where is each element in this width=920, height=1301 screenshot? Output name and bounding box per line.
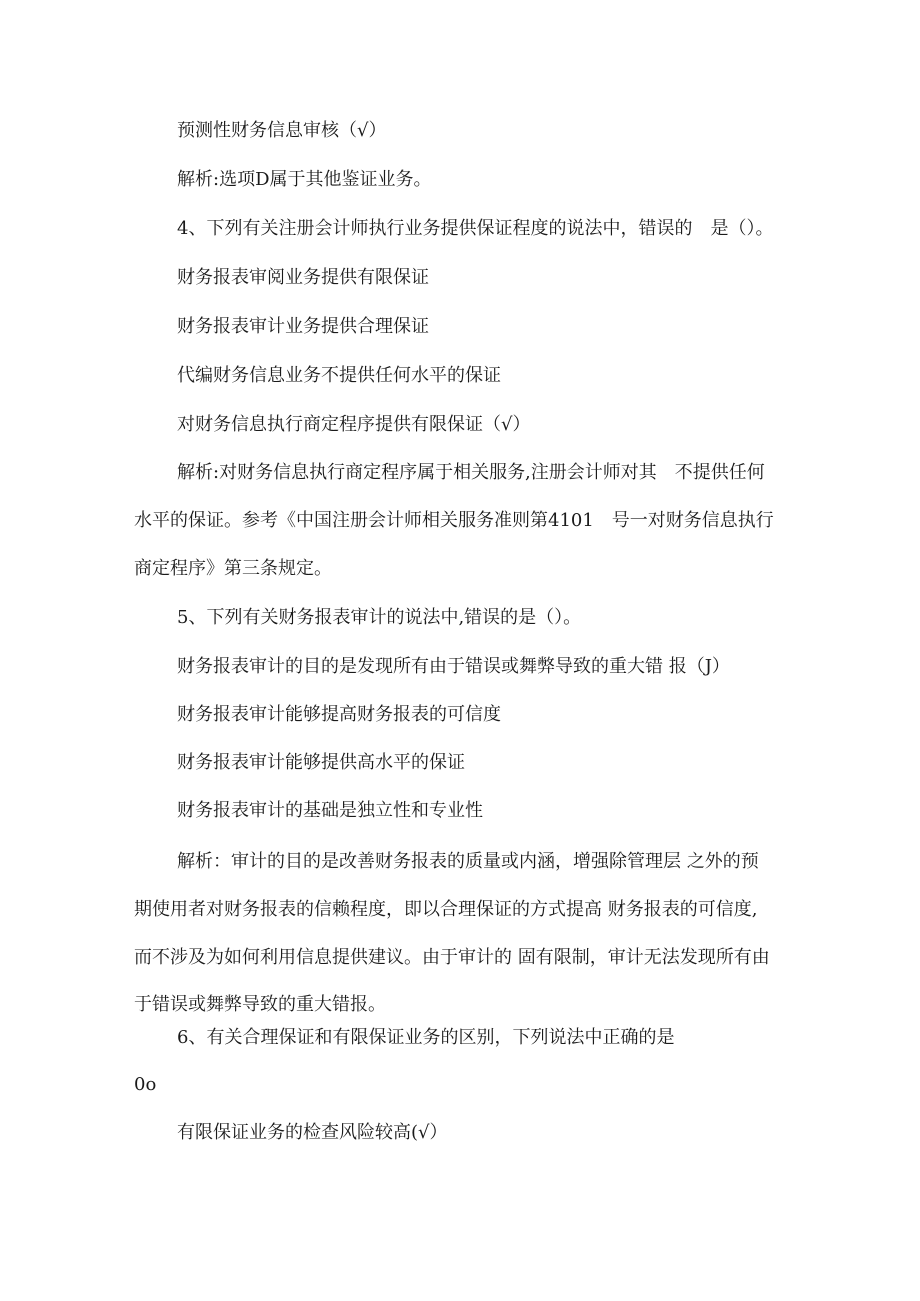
option-d: 财务报表审计的基础是独立性和专业性 <box>177 800 483 821</box>
option-b: 财务报表审计能够提高财务报表的可信度 <box>177 704 501 725</box>
question-6: 6、有关合理保证和有限保证业务的区别，下列说法中正确的是 <box>177 1027 675 1048</box>
option-c: 财务报表审计能够提供高水平的保证 <box>177 752 465 773</box>
analysis-text: 于错误或舞弊导致的重大错报。 <box>134 994 386 1015</box>
option-a: 有限保证业务的检查风险较高(√） <box>177 1122 448 1143</box>
question-4: 4、下列有关注册会计师执行业务提供保证程度的说法中，错误的 是（）。 <box>177 218 774 239</box>
analysis-text: 期使用者对财务报表的信赖程度，即以合理保证的方式提高 财务报表的可信度, <box>134 899 758 920</box>
option-a: 财务报表审计的目的是发现所有由于错误或舞弊导致的重大错 报（J） <box>177 656 730 677</box>
option-c: 代编财务信息业务不提供任何水平的保证 <box>177 365 501 386</box>
question-6-continuation: 0o <box>134 1074 157 1095</box>
analysis-text: 解析:选项D属于其他鉴证业务。 <box>177 169 432 190</box>
analysis-text: 而不涉及为如何利用信息提供建议。由于审计的 固有限制，审计无法发现所有由 <box>134 947 770 968</box>
option-b: 财务报表审计业务提供合理保证 <box>177 316 429 337</box>
option-d: 对财务信息执行商定程序提供有限保证（√） <box>177 414 531 435</box>
option-text: 预测性财务信息审核（√） <box>177 120 387 141</box>
analysis-text: 解析:对财务信息执行商定程序属于相关服务,注册会计师对其 不提供任何 <box>177 462 765 483</box>
option-a: 财务报表审阅业务提供有限保证 <box>177 267 429 288</box>
analysis-text: 商定程序》第三条规定。 <box>134 558 332 579</box>
analysis-text: 解析：审计的目的是改善财务报表的质量或内涵，增强除管理层 之外的预 <box>177 851 759 872</box>
analysis-text: 水平的保证。参考《中国注册会计师相关服务准则第4101 号一对财务信息执行 <box>134 510 774 531</box>
question-5: 5、下列有关财务报表审计的说法中,错误的是（）。 <box>177 607 582 628</box>
